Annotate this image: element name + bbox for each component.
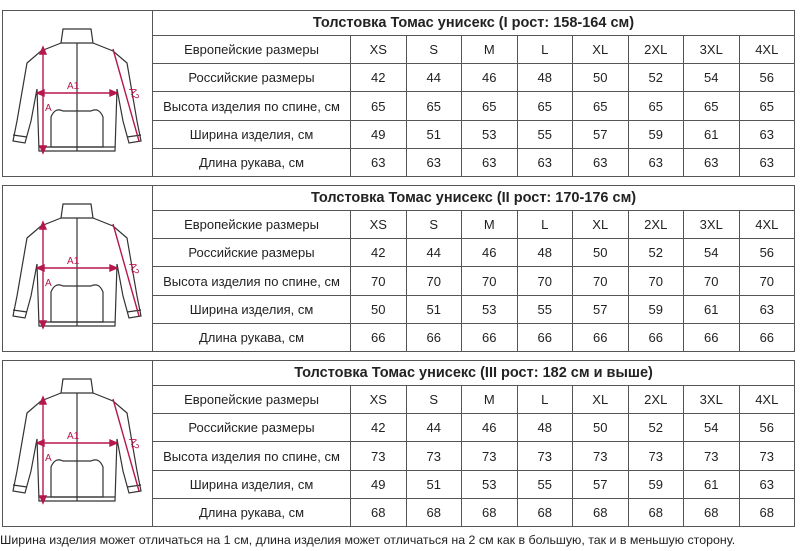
value-cell: 66 [628,323,684,351]
measure-a2-label: А2 [126,261,141,277]
jacket-sketch-icon [3,186,151,356]
value-cell: 63 [739,295,795,323]
measure-a1-label: А1 [67,256,80,267]
table-row [153,120,795,148]
row-label: Ширина изделия, см [153,120,351,148]
size-cell: M [462,36,518,64]
value-cell: 70 [628,267,684,295]
size-cell: 2XL [628,36,684,64]
value-cell: 59 [628,470,684,498]
table-row [153,267,795,295]
table-row [153,498,795,526]
value-cell: 68 [517,498,573,526]
size-cell: 4XL [739,211,795,239]
value-cell: 50 [573,64,629,92]
value-cell: 61 [684,120,740,148]
value-cell: 65 [739,92,795,120]
size-cell: S [406,36,462,64]
row-label: Европейские размеры [153,36,351,64]
value-cell: 63 [739,120,795,148]
value-cell: 52 [628,64,684,92]
value-cell: 52 [628,239,684,267]
value-cell: 65 [628,92,684,120]
value-cell: 73 [628,442,684,470]
value-cell: 65 [406,92,462,120]
value-cell: 51 [406,120,462,148]
size-cell: L [517,211,573,239]
value-cell: 70 [684,267,740,295]
value-cell: 70 [462,267,518,295]
size-chart-1 [2,10,794,177]
jacket-sketch-icon [3,361,151,531]
value-cell: 73 [517,442,573,470]
table-row [153,239,795,267]
value-cell: 59 [628,120,684,148]
value-cell: 63 [739,148,795,176]
row-label: Высота изделия по спине, см [153,267,351,295]
value-cell: 42 [351,64,407,92]
value-cell: 42 [351,239,407,267]
table-row [153,36,795,64]
value-cell: 55 [517,120,573,148]
garment-diagram [2,360,152,527]
size-cell: S [406,211,462,239]
row-label: Длина рукава, см [153,498,351,526]
value-cell: 63 [351,148,407,176]
value-cell: 73 [406,442,462,470]
value-cell: 55 [517,470,573,498]
value-cell: 54 [684,64,740,92]
value-cell: 63 [628,148,684,176]
size-cell: XS [351,36,407,64]
value-cell: 65 [351,92,407,120]
size-cell: 2XL [628,386,684,414]
value-cell: 70 [517,267,573,295]
value-cell: 46 [462,414,518,442]
value-cell: 68 [684,498,740,526]
size-cell: 3XL [684,386,740,414]
value-cell: 73 [573,442,629,470]
value-cell: 66 [351,323,407,351]
row-label: Российские размеры [153,414,351,442]
size-cell: 3XL [684,36,740,64]
size-cell: XL [573,36,629,64]
value-cell: 63 [406,148,462,176]
size-table [152,360,795,527]
row-label: Высота изделия по спине, см [153,442,351,470]
size-table [152,185,795,352]
value-cell: 50 [573,414,629,442]
value-cell: 63 [517,148,573,176]
size-cell: M [462,386,518,414]
value-cell: 63 [573,148,629,176]
value-cell: 63 [462,148,518,176]
size-cell: XL [573,211,629,239]
measure-a1-label: А1 [67,431,80,442]
value-cell: 51 [406,470,462,498]
value-cell: 66 [739,323,795,351]
value-cell: 68 [573,498,629,526]
value-cell: 66 [517,323,573,351]
value-cell: 44 [406,239,462,267]
value-cell: 73 [684,442,740,470]
value-cell: 68 [406,498,462,526]
table-row [153,470,795,498]
value-cell: 55 [517,295,573,323]
value-cell: 70 [739,267,795,295]
value-cell: 51 [406,295,462,323]
value-cell: 49 [351,120,407,148]
value-cell: 66 [462,323,518,351]
row-label: Длина рукава, см [153,148,351,176]
value-cell: 56 [739,64,795,92]
value-cell: 70 [351,267,407,295]
measure-a2-label: А2 [126,86,141,102]
value-cell: 53 [462,295,518,323]
garment-diagram [2,185,152,352]
table-row [153,323,795,351]
size-cell: 2XL [628,211,684,239]
size-cell: XL [573,386,629,414]
value-cell: 68 [739,498,795,526]
row-label: Европейские размеры [153,211,351,239]
value-cell: 48 [517,414,573,442]
value-cell: 50 [573,239,629,267]
value-cell: 65 [684,92,740,120]
value-cell: 73 [351,442,407,470]
measure-a1-label: А1 [67,81,80,92]
size-cell: M [462,211,518,239]
value-cell: 53 [462,120,518,148]
value-cell: 66 [573,323,629,351]
table-row [153,442,795,470]
row-label: Российские размеры [153,64,351,92]
row-label: Ширина изделия, см [153,295,351,323]
size-chart-3 [2,360,794,527]
value-cell: 46 [462,239,518,267]
value-cell: 70 [573,267,629,295]
value-cell: 59 [628,295,684,323]
row-label: Ширина изделия, см [153,470,351,498]
value-cell: 52 [628,414,684,442]
jacket-sketch-icon [3,11,151,181]
value-cell: 57 [573,120,629,148]
value-cell: 70 [406,267,462,295]
size-cell: 3XL [684,211,740,239]
value-cell: 54 [684,239,740,267]
size-cell: XS [351,386,407,414]
size-cell: XS [351,211,407,239]
value-cell: 63 [739,470,795,498]
measure-a2-label: А2 [126,436,141,452]
value-cell: 49 [351,470,407,498]
value-cell: 48 [517,64,573,92]
value-cell: 65 [462,92,518,120]
size-table [152,10,795,177]
value-cell: 66 [684,323,740,351]
value-cell: 48 [517,239,573,267]
measure-a-label: А [45,103,52,114]
table-row [153,211,795,239]
measure-a-label: А [45,278,52,289]
value-cell: 61 [684,295,740,323]
value-cell: 63 [684,148,740,176]
table-title: Толстовка Томас унисекс (I рост: 158-164 см) [153,11,795,36]
table-row [153,148,795,176]
value-cell: 42 [351,414,407,442]
row-label: Российские размеры [153,239,351,267]
value-cell: 66 [406,323,462,351]
size-cell: 4XL [739,36,795,64]
row-label: Высота изделия по спине, см [153,92,351,120]
table-title: Толстовка Томас унисекс (III рост: 182 см и выше) [153,361,795,386]
value-cell: 46 [462,64,518,92]
value-cell: 73 [739,442,795,470]
footer-note: Ширина изделия может отличаться на 1 см, длина изделия может отличаться на 2 см как в большую, так и в меньшую сторону. [0,533,736,547]
table-row [153,386,795,414]
value-cell: 44 [406,414,462,442]
value-cell: 68 [628,498,684,526]
value-cell: 57 [573,470,629,498]
table-row [153,295,795,323]
value-cell: 65 [517,92,573,120]
value-cell: 53 [462,470,518,498]
size-cell: S [406,386,462,414]
size-cell: L [517,36,573,64]
value-cell: 54 [684,414,740,442]
table-row [153,414,795,442]
size-cell: 4XL [739,386,795,414]
table-row [153,92,795,120]
value-cell: 56 [739,414,795,442]
value-cell: 68 [462,498,518,526]
row-label: Длина рукава, см [153,323,351,351]
value-cell: 57 [573,295,629,323]
table-row [153,64,795,92]
garment-diagram [2,10,152,177]
row-label: Европейские размеры [153,386,351,414]
value-cell: 56 [739,239,795,267]
value-cell: 68 [351,498,407,526]
value-cell: 65 [573,92,629,120]
table-title: Толстовка Томас унисекс (II рост: 170-176 см) [153,186,795,211]
measure-a-label: А [45,453,52,464]
value-cell: 50 [351,295,407,323]
size-chart-2 [2,185,794,352]
value-cell: 61 [684,470,740,498]
value-cell: 44 [406,64,462,92]
size-cell: L [517,386,573,414]
value-cell: 73 [462,442,518,470]
